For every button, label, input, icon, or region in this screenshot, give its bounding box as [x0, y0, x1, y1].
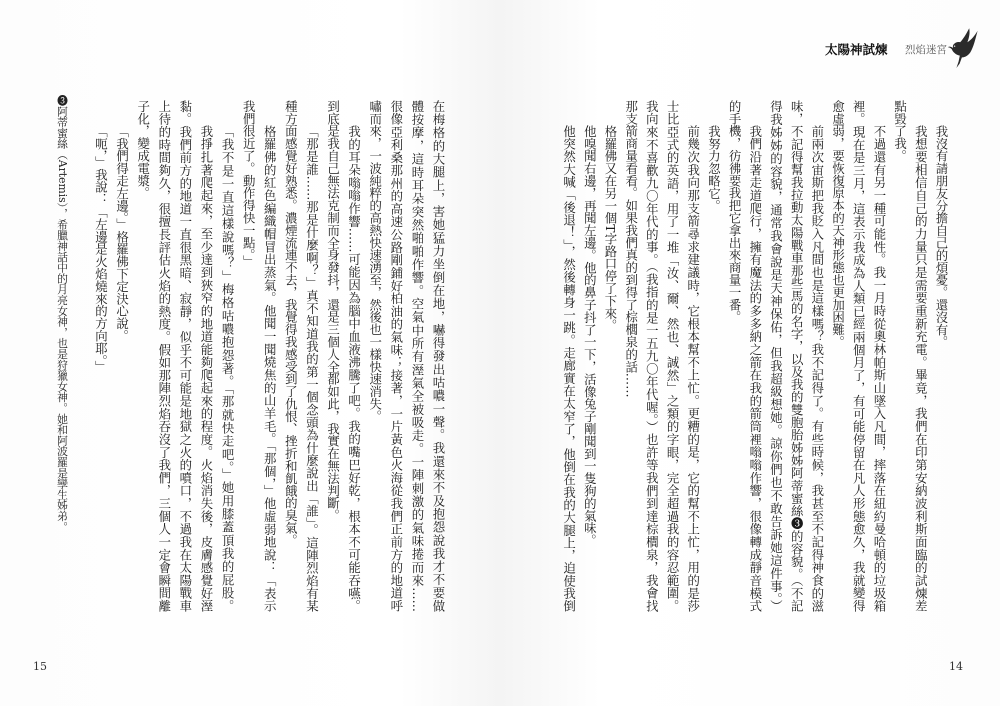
text-column: 裡。現在是三月，這表示我成為人類已經兩個月了，有可能停留在凡人形態愈久，我就變得 — [851, 100, 867, 612]
text-column: 前兩次宙斯把我貶入凡間也是這樣嗎？我不記得了。有些時候，我甚至不記得神食的滋 — [809, 124, 825, 612]
text-column: 愈虛弱，要恢復原本的天神形態也更加困難。 — [830, 100, 846, 348]
text-column: 前幾次我向那支箭尋求建議時，它根本幫不上忙。更糟的是，它的幫不上忙，用的是莎 — [685, 124, 701, 612]
text-column: 味，不記得幫我拉動太陽戰車那些馬的名字，以及我的雙胞胎姊姊阿蒂蜜絲❸的容貌。（不記 — [789, 100, 805, 612]
text-column: 子化，變成電漿。 — [135, 100, 151, 200]
page-number-left: 15 — [33, 660, 47, 673]
text-column: 得我姊姊的容貌，通常我會說是天神保佑，但我超級想她。諒你們也不敢告訴她這件事。） — [768, 100, 784, 612]
text-column: 在梅格的大腿上，害她猛力坐倒在地，嚇得發出咕噥一聲。我還來不及抱怨說我才不要做 — [431, 100, 446, 612]
text-column: 格羅佛的紅色編織帽冒出蒸氣。他聞一聞燒焦的山羊毛。「那個，」他虛弱地說：「表示 — [262, 124, 278, 612]
text-column: 我向來不喜歡九〇年代的事。（我指的是一五九〇年代喔。）也許等我們到達棕櫚泉，我會找 — [644, 100, 660, 612]
left-page-text — [90, 100, 449, 612]
footnote: ❸阿蒂蜜絲（Artemis），希臘神話中的月亮女神，也是狩獵女神。她和阿波羅是孿生姊弟。 — [56, 95, 69, 533]
book-title: 烈焰迷宮 — [905, 44, 947, 56]
text-column: 的手機，彷彿要我把它拿出來商量一番。 — [727, 100, 743, 324]
page-number-right: 14 — [949, 660, 963, 673]
text-column: 種方面感覺好熟悉。濃煙流連不去，我覺得我感受到了仇恨、挫折和飢餓的臭氣。 — [283, 100, 299, 547]
text-column: 我想要相信自己的力量只是需要重新充電。畢竟，我們在印第安納波利斯面臨的試煉差 — [913, 124, 929, 612]
right-page-text — [557, 100, 951, 612]
text-column: 我的耳朵嗡嗡作響……可能因為腦中血液沸騰了吧。我的嘴巴好乾，根本不可能吞嚥。 — [346, 124, 362, 612]
text-column: 上待的時間夠久，很擅長評估火焰的熱度。假如那陣烈焰吞沒了我們，三個人一定會瞬間離 — [156, 100, 172, 612]
text-column: 他突然大喊「後退！」，然後轉身一跳。走廊實在太窄了，他倒在我的大腿上，迫使我倒 — [561, 124, 577, 612]
text-column: 「我不是一直這樣說嗎？」梅格咕噥抱怨著。「那就快走吧。」她用膝蓋頂我的屁股。 — [220, 124, 236, 612]
text-column: 我努力忽略它。 — [706, 124, 722, 212]
text-column: 我沒有請朋友分擔自己的煩憂。還沒有。 — [934, 124, 949, 348]
text-column: 黏。我們前方的地道一直很黑暗、寂靜，似乎不可能是地獄之火的噴口，不過我在太陽戰車 — [177, 100, 193, 612]
right-page — [500, 0, 1000, 706]
text-column: 我們沿著走道爬行，擁有魔法的多多納之箭在我的箭筒裡嗡嗡作響，很像轉成靜音模式 — [747, 124, 763, 612]
text-column: 點毀了我。 — [892, 100, 908, 162]
text-column: 「我們得走左邊。」格羅佛下定決心說。 — [114, 124, 130, 342]
text-column: 體按摩，這時耳朵突然啪啪作響。空氣中所有溼氣全被吸走。一陣刺激的氣味捲而來…… — [409, 100, 425, 612]
text-column: 「那是誰……那是什麼啊？」真不知道我的第一個念頭為什麼說出「誰」。這陣烈焰有某 — [304, 124, 320, 612]
text-column: 格羅佛又在另一個T字路口停了下來。 — [603, 124, 618, 332]
text-column: 士比亞式的英語，用了一堆「汝、爾、然也、誠然」之類的字眼，完全超過我的容忍範圍。 — [665, 100, 681, 612]
text-column: 「呃，」我說：「左邊是火焰燒來的方向耶。」 — [93, 124, 109, 373]
text-column: 很像亞利桑那州的高速公路剛鋪好柏油的氣味；接著，一片黃色火海從我們正前方的地道呼 — [388, 100, 404, 612]
text-column: 那支箭商量看看。如果我們真的到得了棕櫚泉的話…… — [623, 100, 639, 398]
text-column: 嘯而來，一波純粹的高熱快速湧至，然後也一樣快速消失。 — [367, 100, 383, 423]
text-column: 我們很近了。動作得快一點。」 — [241, 100, 257, 268]
series-title: 太陽神試煉 — [825, 42, 888, 57]
text-column: 到底是我自己無法克制而全身發抖，還是三個人全都如此，我實在無法判斷。 — [325, 100, 341, 522]
raven-icon — [947, 27, 979, 71]
text-column: 他嗅聞右邊，再聞左邊。他的鼻子抖了一下，活像兔子剛聞到一隻狗的氣味。 — [582, 124, 598, 547]
text-column: 我掙扎著爬起來，至少達到狹窄的地道能夠爬起來的程度。火焰消失後，皮膚感覺好溼 — [198, 124, 214, 612]
text-column: 不過還有另一種可能性。我一月時從奧林帕斯山墜入凡間，摔落在紐約曼哈頓的垃圾箱 — [871, 124, 887, 612]
